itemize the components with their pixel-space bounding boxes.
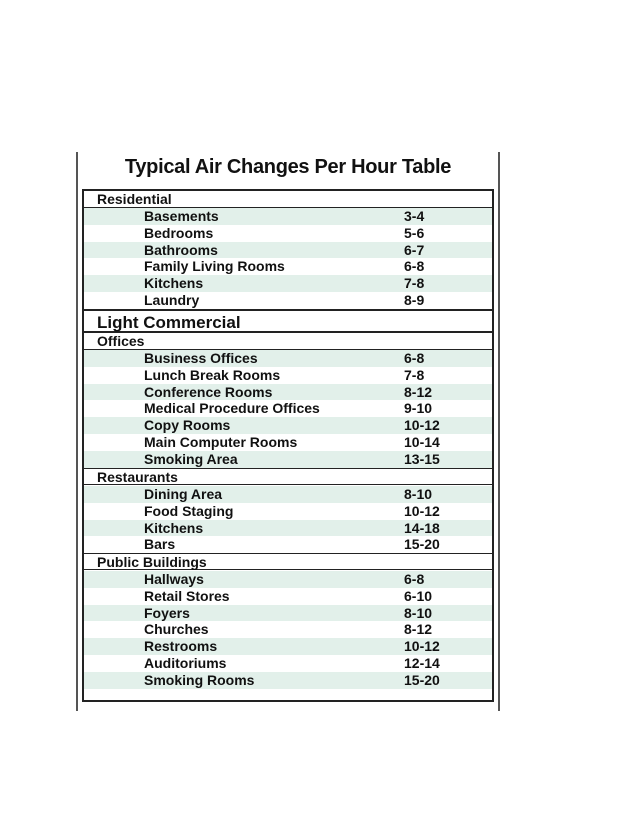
subsection-header-public-buildings: Public Buildings (84, 553, 492, 570)
table-row (84, 536, 492, 553)
table-row (84, 258, 492, 275)
air-changes-value: 8-9 (404, 292, 425, 308)
room-name: Basements (144, 208, 219, 224)
table-row (84, 486, 492, 503)
table-row (84, 242, 492, 259)
room-name: Restrooms (144, 638, 218, 655)
air-changes-value: 10-14 (404, 434, 440, 450)
table-row (84, 225, 492, 242)
air-changes-value: 8-12 (404, 621, 433, 638)
room-name: Laundry (144, 292, 200, 308)
air-changes-table (82, 189, 494, 702)
room-name: Food Staging (144, 502, 234, 519)
table-row (84, 350, 492, 367)
table-row (84, 571, 492, 588)
table-row (84, 672, 492, 689)
table-row (84, 588, 492, 605)
table-row (84, 655, 492, 672)
room-name: Lunch Break Rooms (144, 366, 281, 383)
table-row (84, 384, 492, 401)
table-row (84, 605, 492, 622)
room-name: Hallways (144, 571, 204, 587)
air-changes-value: 15-20 (404, 536, 440, 553)
room-name: Kitchens (144, 519, 204, 536)
air-changes-value: 10-12 (404, 502, 440, 519)
room-name: Smoking Area (144, 450, 238, 467)
section-header-residential: Residential (84, 191, 492, 208)
air-changes-value: 6-10 (404, 587, 433, 604)
air-changes-value: 13-15 (404, 450, 440, 467)
room-name: Foyers (144, 604, 190, 621)
table-row (84, 275, 492, 292)
table-row (84, 434, 492, 451)
table-title: Typical Air Changes Per Hour Table (124, 156, 452, 178)
table-row (84, 367, 492, 384)
room-name: Smoking Rooms (144, 671, 255, 688)
room-name: Main Computer Rooms (144, 434, 298, 450)
room-name: Medical Procedure Offices (144, 400, 320, 417)
air-changes-value: 8-12 (404, 383, 433, 400)
air-changes-value: 6-8 (404, 350, 425, 366)
air-changes-value: 8-10 (404, 604, 433, 621)
air-changes-value: 7-8 (404, 366, 425, 383)
air-changes-value: 8-10 (404, 486, 433, 502)
air-changes-value: 6-7 (404, 241, 425, 258)
room-name: Retail Stores (144, 587, 230, 604)
room-name: Bedrooms (144, 224, 214, 241)
air-changes-value: 12-14 (404, 655, 440, 671)
air-changes-value: 10-12 (404, 638, 440, 655)
table-row (84, 208, 492, 225)
room-name: Business Offices (144, 350, 258, 366)
table-row (84, 292, 492, 309)
table-row (84, 400, 492, 417)
section-header-light-commercial: Light Commercial (84, 309, 492, 333)
table-row (84, 451, 492, 468)
air-changes-value: 9-10 (404, 400, 433, 417)
air-changes-value: 10-12 (404, 417, 440, 434)
air-changes-value: 7-8 (404, 275, 425, 292)
room-name: Auditoriums (144, 655, 227, 671)
table-row (84, 520, 492, 537)
air-changes-value: 6-8 (404, 258, 425, 275)
table-row (84, 417, 492, 434)
room-name: Kitchens (144, 275, 204, 292)
subsection-header-restaurants: Restaurants (84, 468, 492, 485)
air-changes-value: 3-4 (404, 208, 425, 224)
room-name: Family Living Rooms (144, 258, 285, 275)
air-changes-value: 6-8 (404, 571, 425, 587)
room-name: Churches (144, 621, 209, 638)
room-name: Bathrooms (144, 241, 218, 258)
table-row (84, 503, 492, 520)
subsection-header-offices: Offices (84, 333, 492, 350)
air-changes-table-card (76, 152, 500, 711)
air-changes-value: 15-20 (404, 671, 440, 688)
room-name: Bars (144, 536, 176, 553)
room-name: Copy Rooms (144, 417, 231, 434)
room-name: Dining Area (144, 486, 223, 502)
room-name: Conference Rooms (144, 383, 273, 400)
air-changes-value: 5-6 (404, 224, 425, 241)
air-changes-value: 14-18 (404, 519, 440, 536)
table-row (84, 638, 492, 655)
table-row (84, 621, 492, 638)
